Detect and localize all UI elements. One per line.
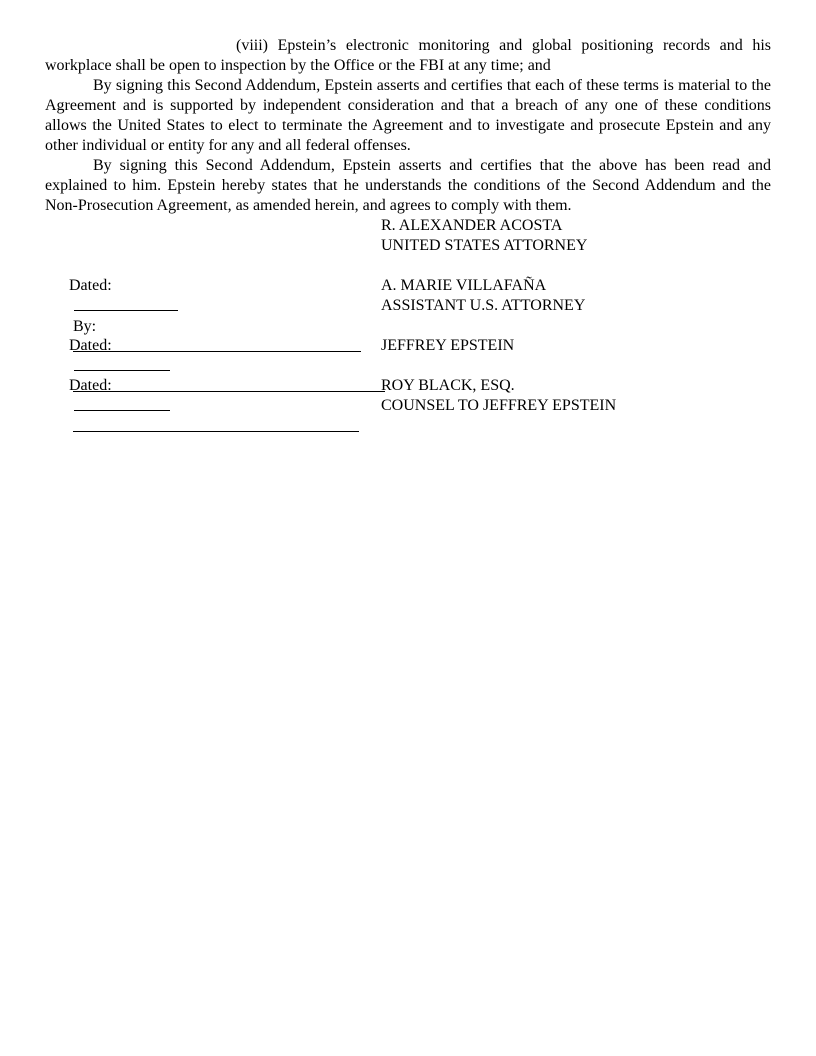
us-attorney-title: UNITED STATES ATTORNEY [381,237,588,254]
ausa-title: ASSISTANT U.S. ATTORNEY [381,297,586,314]
dated-label: Dated: [69,337,112,354]
dated-label: Dated: [69,377,112,394]
ausa-name: A. MARIE VILLAFAÑA [381,277,547,294]
signature-blank [73,417,359,432]
paragraph-material-terms: By signing this Second Addendum, Epstein asserts and certifies that each of these terms is material to the Agreement and is supported by independent consideration and that a breach of any one of these conditions allows the United States to elect to terminate the Agreement and to investigate and prosecute Epstein and any other individual or entity for any and all federal offenses. [45,77,771,154]
by-label: By: [73,318,97,335]
dated-label: Dated: [69,277,112,294]
us-attorney-name: R. ALEXANDER ACOSTA [381,217,563,234]
defendant-name: JEFFREY EPSTEIN [381,337,515,354]
paragraph-read-and-explained: By signing this Second Addendum, Epstein asserts and certifies that the above has been read and explained to him. Epstein hereby states that he understands the conditions of the Second Addendum and the Non-Prosecution Agreement, as amended herein, and agrees to comply with them. [45,157,771,214]
paragraph-item-viii: (viii) Epstein’s electronic monitoring and global positioning records and his workplace shall be open to inspection by the Office or the FBI at any time; and [45,37,771,74]
counsel-name: ROY BLACK, ESQ. [381,377,515,394]
signature-block [45,216,771,416]
document-page [45,36,771,416]
counsel-title: COUNSEL TO JEFFREY EPSTEIN [381,397,617,414]
